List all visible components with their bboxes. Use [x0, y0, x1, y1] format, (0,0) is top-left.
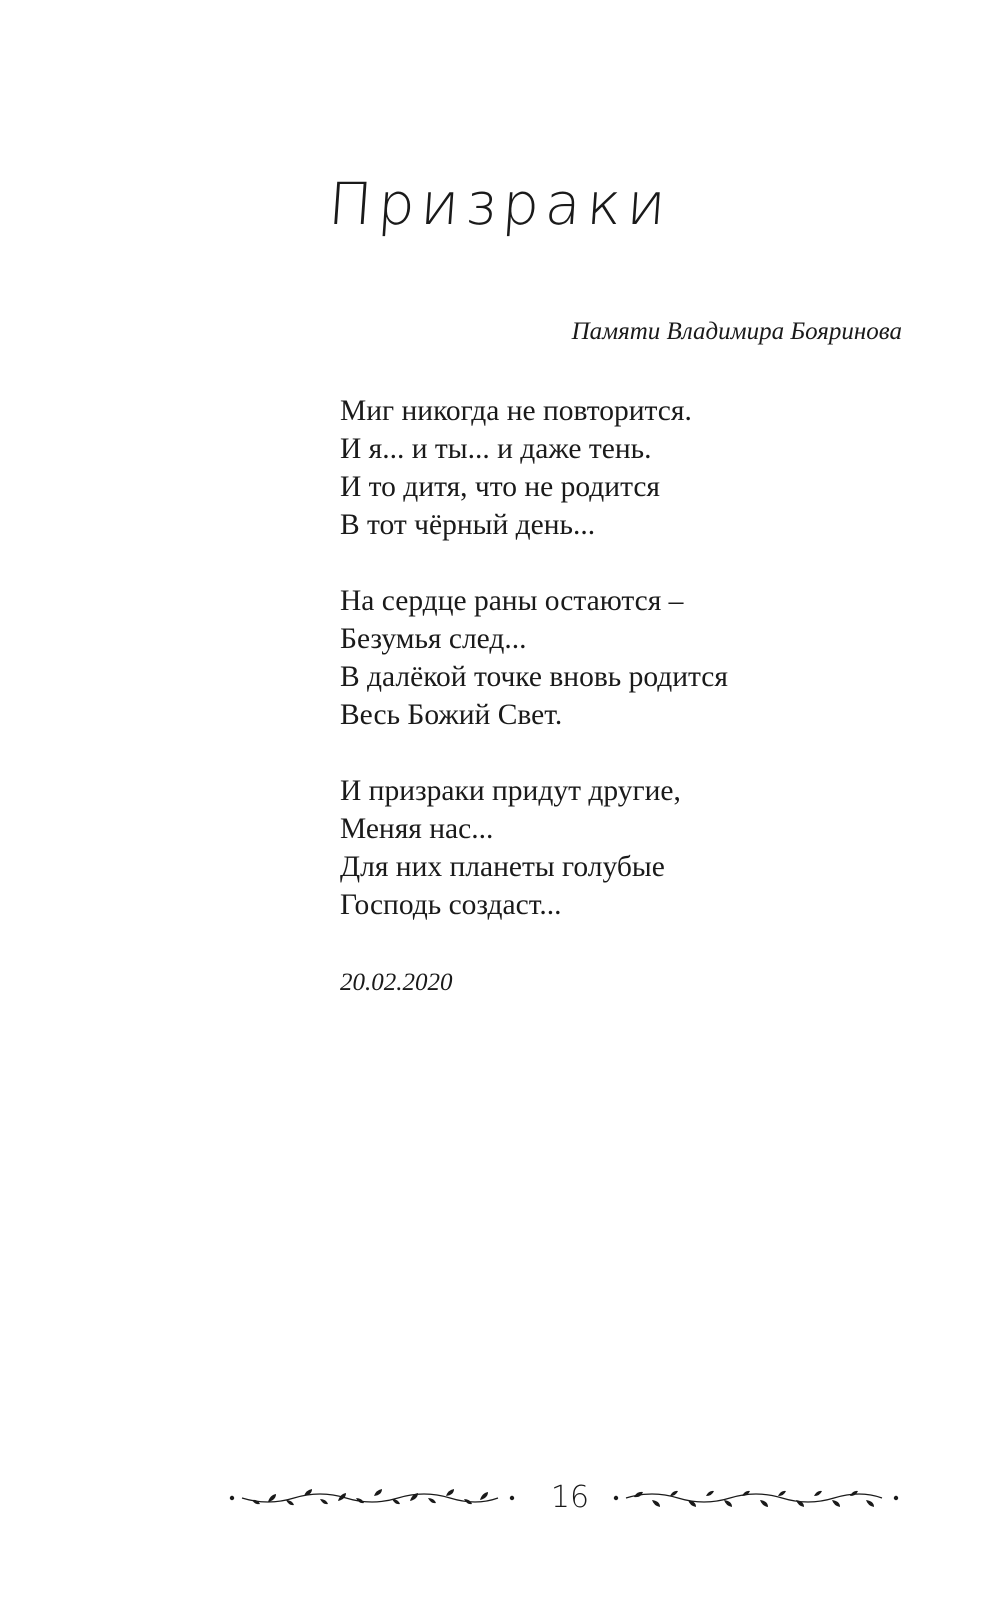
stanza	[340, 772, 728, 924]
vine-ornament-icon	[612, 1484, 902, 1516]
poem-date: 20.02.2020	[340, 969, 453, 996]
poem-title: Призраки	[326, 170, 674, 238]
stanza	[340, 582, 728, 734]
poem-line: Для них планеты голубые	[340, 851, 665, 883]
stanza	[340, 392, 728, 544]
poem-line: На сердце раны остаются –	[340, 585, 684, 617]
poem-line: Весь Божий Свет.	[340, 699, 563, 731]
poem-line: В тот чёрный день...	[340, 509, 596, 541]
poem-line: Миг никогда не повторится.	[340, 395, 692, 427]
poem-line: Господь создаст...	[340, 889, 562, 921]
poem-line: И то дитя, что не родится	[340, 471, 661, 503]
poem-line: В далёкой точке вновь родится	[340, 661, 728, 693]
poem-body	[340, 392, 728, 962]
poem-dedication: Памяти Владимира Бояринова	[571, 318, 902, 345]
poem-line: И я... и ты... и даже тень.	[340, 433, 652, 465]
poem-line: И призраки придут другие,	[340, 775, 681, 807]
poem-line: Меняя нас...	[340, 813, 494, 845]
poem-line: Безумья след...	[340, 623, 527, 655]
page-footer	[0, 1480, 1000, 1520]
vine-ornament-icon	[228, 1484, 518, 1516]
page-number: 16	[550, 1480, 590, 1515]
